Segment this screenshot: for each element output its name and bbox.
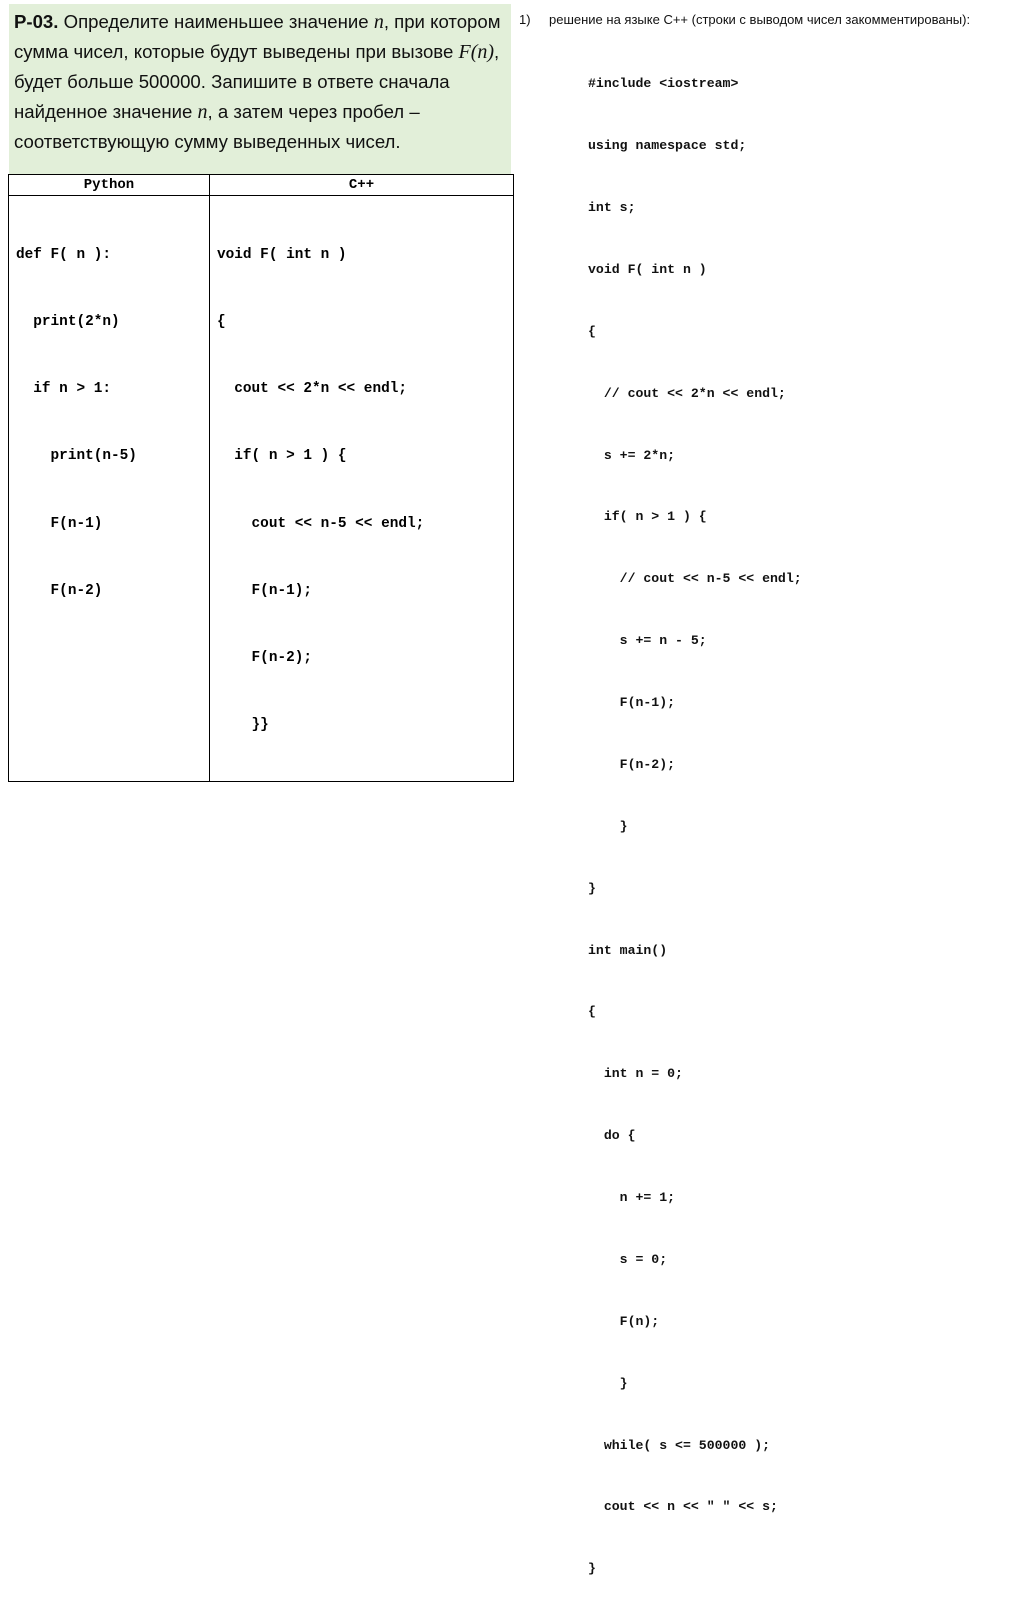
code-line: cout << n-5 << endl; <box>217 515 425 532</box>
code-line: } <box>588 1561 596 1577</box>
code-line: // cout << n-5 << endl; <box>588 571 802 587</box>
cpp-code-cell <box>210 196 514 782</box>
python-column-header: Python <box>9 175 210 196</box>
code-line: { <box>217 314 226 331</box>
code-line: s += 2*n; <box>588 447 676 463</box>
code-line: F(n-1); <box>588 695 676 710</box>
code-line: { <box>588 1004 596 1020</box>
code-line: int s; <box>588 200 636 215</box>
code-line: } <box>588 818 628 834</box>
code-line: void F( int n ) <box>217 246 347 263</box>
code-line: if n > 1: <box>16 381 111 398</box>
code-line: F(n); <box>588 1313 660 1329</box>
code-line: F(n-1); <box>217 582 312 599</box>
code-line: if( n > 1 ) { <box>217 448 347 465</box>
code-line: do { <box>588 1128 636 1144</box>
code-line: void F( int n ) <box>588 261 707 277</box>
python-code <box>16 199 209 647</box>
code-line: // cout << 2*n << endl; <box>588 385 786 401</box>
math-variable-n: n <box>197 101 208 123</box>
code-line: s = 0; <box>588 1251 668 1267</box>
code-line: s += n - 5; <box>588 633 707 649</box>
code-line: n += 1; <box>588 1190 676 1205</box>
python-code-cell <box>9 196 210 782</box>
solution-heading-text: решение на языке C++ (строки с выводом чисел закомментированы): <box>549 12 971 27</box>
table-header-row <box>9 175 514 196</box>
code-line: if( n > 1 ) { <box>588 509 707 525</box>
code-line: F(n-2) <box>16 582 103 599</box>
table-row <box>9 196 514 782</box>
code-comparison-table <box>8 174 514 782</box>
cpp-column-header: C++ <box>210 175 514 196</box>
list-number: 1) <box>519 12 531 27</box>
task-text-part: Определите наименьшее значение <box>58 11 374 32</box>
cpp-code <box>217 199 513 781</box>
task-statement <box>9 4 511 174</box>
task-text-part: , а затем через пробел – соответствующую сумму выведенных чисел. <box>14 101 420 152</box>
code-line: F(n-2); <box>217 650 312 667</box>
code-line: while( s <= 500000 ); <box>588 1437 771 1453</box>
code-line: cout << 2*n << endl; <box>217 381 407 398</box>
code-line: F(n-2); <box>588 756 676 772</box>
code-line: } <box>588 1375 628 1391</box>
code-line: def F( n ): <box>16 246 111 263</box>
task-label: Р-03. <box>14 11 59 32</box>
task-text-part: , при котором сумма чисел, которые будут выведены при вызове <box>14 11 501 62</box>
solution-code-block <box>588 33 802 1601</box>
task-text-part: , будет больше 500000. Запишите в ответе сначала найденное значение <box>14 41 500 122</box>
code-line: }} <box>217 717 269 734</box>
math-function-call: F(n) <box>458 41 495 63</box>
code-line: int main() <box>588 942 668 958</box>
code-line: print(2*n) <box>16 314 120 331</box>
code-line: int n = 0; <box>588 1066 683 1082</box>
code-line: print(n-5) <box>16 448 137 465</box>
math-variable-n: n <box>373 11 384 33</box>
code-line: cout << n << " " << s; <box>588 1499 778 1515</box>
code-line: using namespace std; <box>588 138 747 154</box>
solution-heading <box>519 12 970 27</box>
code-line: { <box>588 323 596 339</box>
code-line: F(n-1) <box>16 515 103 532</box>
code-line: } <box>588 880 596 896</box>
code-line: #include <iostream> <box>588 76 739 92</box>
